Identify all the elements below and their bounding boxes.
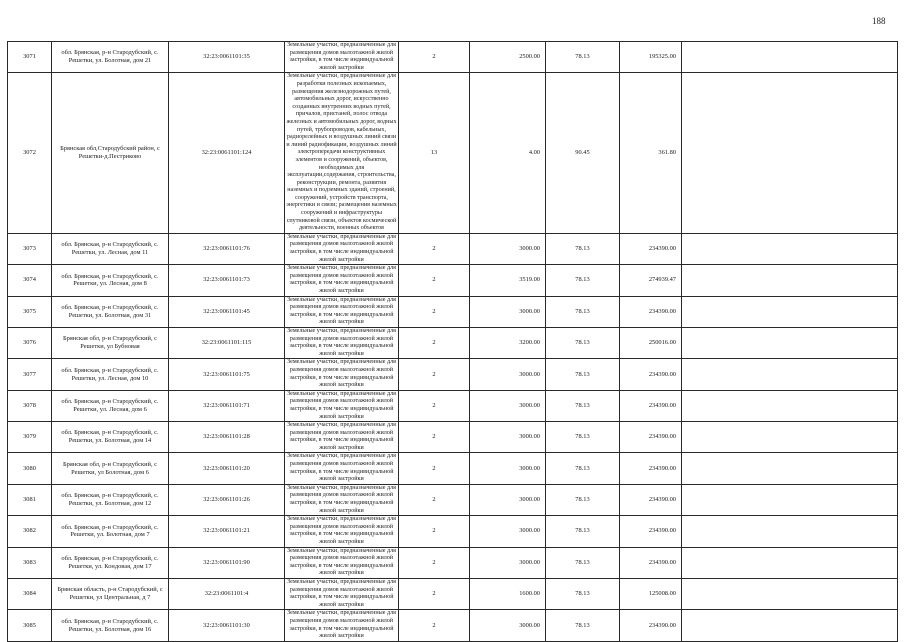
cell-address: Брянская обл, р-н Стародубский, с Решетки, ул Бубновая [52,327,169,358]
cell-cadastral-number: 32:23:0061101:115 [169,327,285,358]
cell-cadastral-number: 32:23:0061101:71 [169,390,285,421]
cell-cadastral-value: 234390.00 [620,296,682,327]
cell-category-code: 2 [399,516,470,547]
cell-cadastral-value: 195325.00 [620,42,682,73]
cell-rate: 78.13 [546,547,620,578]
cell-cadastral-number: 32:23:0061101:30 [169,610,285,641]
cell-empty [682,327,898,358]
cell-area: 4.00 [470,73,546,233]
cell-row-number: 3076 [8,327,52,358]
cell-category-code: 2 [399,547,470,578]
cell-row-number: 3072 [8,73,52,233]
table-row [8,327,898,358]
cell-row-number: 3081 [8,484,52,515]
cell-cadastral-value: 234390.00 [620,484,682,515]
cell-address: обл. Брянская, р-н Стародубский, с. Решетки, ул. Болотная, дом 31 [52,296,169,327]
table-row [8,233,898,264]
cell-address: Брянская обл, р-н Стародубский, с Решетки, ул Болотная, дом 6 [52,453,169,484]
cell-rate: 90.45 [546,73,620,233]
cell-rate: 78.13 [546,516,620,547]
cell-empty [682,42,898,73]
cell-land-purpose: Земельные участки, предназначенные для размещения домов малоэтажной жилой застройки, в том числе индивидуальной жилой застройки [285,296,399,327]
cell-cadastral-value: 234390.00 [620,422,682,453]
cell-empty [682,296,898,327]
cell-cadastral-number: 32:23:0061101:4 [169,578,285,609]
cell-row-number: 3079 [8,422,52,453]
cell-empty [682,422,898,453]
cell-empty [682,233,898,264]
cell-cadastral-value: 234390.00 [620,516,682,547]
cell-row-number: 3078 [8,390,52,421]
cell-row-number: 3084 [8,578,52,609]
cell-cadastral-value: 234390.00 [620,547,682,578]
cell-rate: 78.13 [546,296,620,327]
cell-land-purpose: Земельные участки, предназначенные для разработки полезных ископаемых, размещения железнодорожных путей, автомобильных дорог, искусственно созданных внутренних водных путей, причалов, пристаней, полос отвода железных и автомобильных дорог, водных путей, трубопроводов, кабельных, радиорелейных и воздушных линий связи и линий радиофикации, воздушных линий электропередачи конструктивных элементов и сооружений, объектов, необходимых для эксплуатации,содержания, строительства, реконструкции, ремонта, развития наземных и подземных зданий, строений, сооружений, устройств транспорта, энергетики и связи; размещения наземных сооружений и инфраструктуры спутниковой связи, объектов космической деятельности, военных объектов [285,73,399,233]
cell-empty [682,265,898,296]
cell-cadastral-value: 274939.47 [620,265,682,296]
cell-rate: 78.13 [546,610,620,641]
cell-category-code: 2 [399,42,470,73]
cell-cadastral-number: 32:23:0061101:28 [169,422,285,453]
cell-cadastral-number: 32:23:0061101:90 [169,547,285,578]
cell-category-code: 2 [399,296,470,327]
cell-land-purpose: Земельные участки, предназначенные для размещения домов малоэтажной жилой застройки, в том числе индивидуальной жилой застройки [285,578,399,609]
cell-category-code: 2 [399,578,470,609]
cell-category-code: 2 [399,233,470,264]
cell-cadastral-value: 234390.00 [620,359,682,390]
cell-address: Брянская область, р-н Стародубский, с Решетки, ул Центральная, д 7 [52,578,169,609]
cell-land-purpose: Земельные участки, предназначенные для размещения домов малоэтажной жилой застройки, в том числе индивидуальной жилой застройки [285,42,399,73]
table-row [8,610,898,641]
cell-rate: 78.13 [546,422,620,453]
cell-area: 2500.00 [470,42,546,73]
cell-cadastral-number: 32:23:0061101:76 [169,233,285,264]
cell-area: 3000.00 [470,484,546,515]
cell-land-purpose: Земельные участки, предназначенные для размещения домов малоэтажной жилой застройки, в том числе индивидуальной жилой застройки [285,516,399,547]
cell-area: 3000.00 [470,233,546,264]
cell-empty [682,484,898,515]
cell-cadastral-number: 32:23:0061101:20 [169,453,285,484]
cell-land-purpose: Земельные участки, предназначенные для размещения домов малоэтажной жилой застройки, в том числе индивидуальной жилой застройки [285,327,399,358]
cell-area: 3000.00 [470,390,546,421]
registry-table [7,41,898,642]
table-row [8,359,898,390]
cell-cadastral-number: 32:23:0061101:26 [169,484,285,515]
cell-land-purpose: Земельные участки, предназначенные для размещения домов малоэтажной жилой застройки, в том числе индивидуальной жилой застройки [285,484,399,515]
cell-land-purpose: Земельные участки, предназначенные для размещения домов малоэтажной жилой застройки, в том числе индивидуальной жилой застройки [285,453,399,484]
cell-cadastral-number: 32:23:0061101:75 [169,359,285,390]
cell-rate: 78.13 [546,327,620,358]
cell-address: обл. Брянская, р-н Стародубский, с. Решетки, ул. Лесная, дом 6 [52,390,169,421]
cell-area: 3000.00 [470,296,546,327]
cell-row-number: 3085 [8,610,52,641]
cell-cadastral-number: 32:23:0061101:73 [169,265,285,296]
table-row [8,547,898,578]
cell-category-code: 2 [399,359,470,390]
cell-category-code: 2 [399,390,470,421]
table-row [8,484,898,515]
table-row [8,578,898,609]
cell-row-number: 3071 [8,42,52,73]
cell-empty [682,610,898,641]
cell-cadastral-number: 32:23:0061101:45 [169,296,285,327]
cell-land-purpose: Земельные участки, предназначенные для размещения домов малоэтажной жилой застройки, в том числе индивидуальной жилой застройки [285,233,399,264]
cell-address: обл. Брянская, р-н Стародубский, с. Решетки, ул. Лесная, дом 10 [52,359,169,390]
cell-cadastral-value: 234390.00 [620,233,682,264]
cell-row-number: 3073 [8,233,52,264]
table-row [8,296,898,327]
table-row [8,453,898,484]
cell-category-code: 13 [399,73,470,233]
cell-address: обл. Брянская, р-н Стародубский, с. Решетки, ул. Лесная, дом 8 [52,265,169,296]
cell-address: обл. Брянская, р-н Стародубский, с. Решетки, ул. Кондовая, дом 17 [52,547,169,578]
cell-cadastral-value: 250016.00 [620,327,682,358]
cell-address: обл. Брянская, р-н Стародубский, с. Решетки, ул. Болотная, дом 7 [52,516,169,547]
cell-address: обл. Брянская, р-н Стародубский, с. Решетки, ул. Болотная, дом 14 [52,422,169,453]
table-row [8,422,898,453]
table-row [8,265,898,296]
cell-land-purpose: Земельные участки, предназначенные для размещения домов малоэтажной жилой застройки, в том числе индивидуальной жилой застройки [285,422,399,453]
cell-row-number: 3080 [8,453,52,484]
cell-category-code: 2 [399,484,470,515]
cell-area: 1600.00 [470,578,546,609]
cell-category-code: 2 [399,327,470,358]
cell-rate: 78.13 [546,390,620,421]
cell-row-number: 3083 [8,547,52,578]
page-number: 188 [872,16,886,26]
cell-area: 3000.00 [470,547,546,578]
cell-row-number: 3074 [8,265,52,296]
cell-address: обл. Брянская, р-н Стародубский, с. Решетки, ул. Болотная, дом 16 [52,610,169,641]
cell-land-purpose: Земельные участки, предназначенные для размещения домов малоэтажной жилой застройки, в том числе индивидуальной жилой застройки [285,265,399,296]
cell-row-number: 3077 [8,359,52,390]
cell-rate: 78.13 [546,578,620,609]
cell-category-code: 2 [399,265,470,296]
cell-cadastral-value: 125008.00 [620,578,682,609]
cell-cadastral-value: 234390.00 [620,453,682,484]
cell-land-purpose: Земельные участки, предназначенные для размещения домов малоэтажной жилой застройки, в том числе индивидуальной жилой застройки [285,610,399,641]
cell-category-code: 2 [399,610,470,641]
cell-area: 3000.00 [470,610,546,641]
cell-row-number: 3082 [8,516,52,547]
cell-address: Брянская обл,Стародубский район, с Решетки-д.Пестриково [52,73,169,233]
table-row [8,73,898,233]
cell-rate: 78.13 [546,42,620,73]
cell-cadastral-value: 234390.00 [620,390,682,421]
cell-row-number: 3075 [8,296,52,327]
table-row [8,42,898,73]
cell-rate: 78.13 [546,484,620,515]
cell-empty [682,73,898,233]
cell-rate: 78.13 [546,265,620,296]
cell-empty [682,390,898,421]
table-row [8,390,898,421]
cell-cadastral-number: 32:23:0061101:35 [169,42,285,73]
cell-rate: 78.13 [546,453,620,484]
cell-rate: 78.13 [546,233,620,264]
cell-empty [682,453,898,484]
cell-cadastral-number: 32:23:0061101:124 [169,73,285,233]
cell-empty [682,359,898,390]
cell-land-purpose: Земельные участки, предназначенные для размещения домов малоэтажной жилой застройки, в том числе индивидуальной жилой застройки [285,547,399,578]
cell-empty [682,547,898,578]
cell-area: 3000.00 [470,359,546,390]
cell-empty [682,578,898,609]
table-row [8,516,898,547]
cell-area: 3000.00 [470,453,546,484]
cell-cadastral-value: 361.80 [620,73,682,233]
cell-address: обл. Брянская, р-н Стародубский, с. Решетки, ул. Лесная, дом 11 [52,233,169,264]
cell-address: обл. Брянская, р-н Стародубский, с. Решетки, ул. Болотная, дом 21 [52,42,169,73]
cell-land-purpose: Земельные участки, предназначенные для размещения домов малоэтажной жилой застройки, в том числе индивидуальной жилой застройки [285,390,399,421]
cell-category-code: 2 [399,453,470,484]
cell-area: 3200.00 [470,327,546,358]
cell-cadastral-value: 234390.00 [620,610,682,641]
cell-address: обл. Брянская, р-н Стародубский, с. Решетки, ул. Болотная, дом 12 [52,484,169,515]
cell-area: 3000.00 [470,422,546,453]
registry-rows [8,42,898,642]
cell-category-code: 2 [399,422,470,453]
cell-land-purpose: Земельные участки, предназначенные для размещения домов малоэтажной жилой застройки, в том числе индивидуальной жилой застройки [285,359,399,390]
cell-empty [682,516,898,547]
cell-cadastral-number: 32:23:0061101:21 [169,516,285,547]
cell-area: 3519.00 [470,265,546,296]
cell-area: 3000.00 [470,516,546,547]
cell-rate: 78.13 [546,359,620,390]
